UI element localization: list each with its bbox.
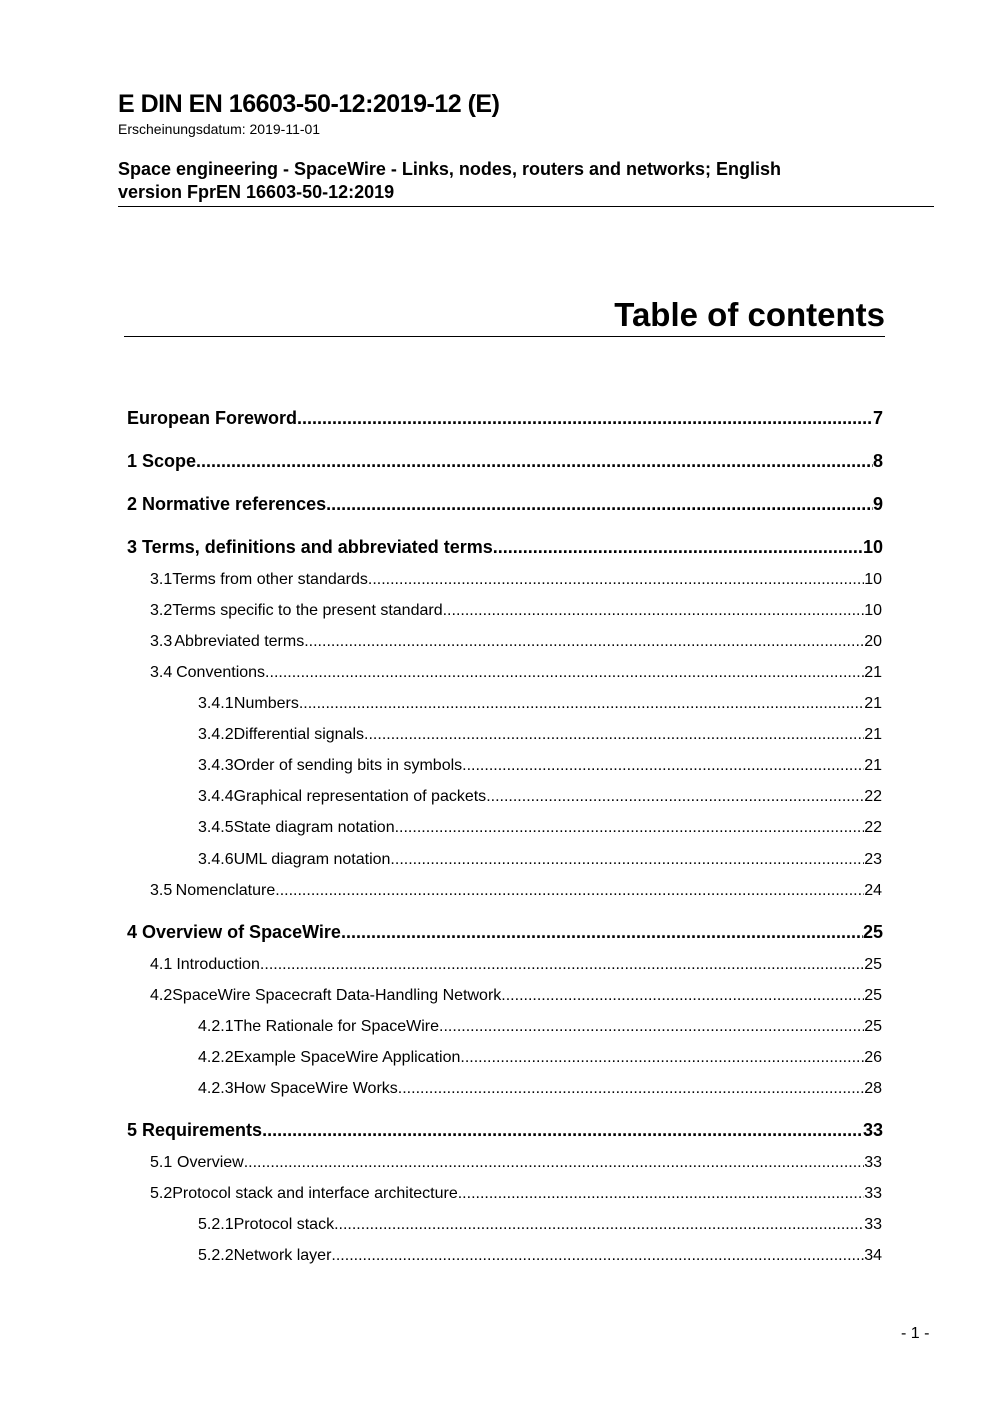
toc-entry-page: 28	[864, 1080, 882, 1097]
toc-entry-number: 4.2.3	[198, 1080, 234, 1097]
toc-entry[interactable]	[198, 1078, 882, 1100]
toc-entry-number: 3.4.5	[198, 819, 234, 836]
toc-entry-title: Terms from other standards	[172, 571, 368, 588]
toc-entry[interactable]	[198, 817, 882, 839]
toc-entry-page: 22	[864, 819, 882, 836]
toc-entry-title: Conventions	[176, 664, 266, 681]
toc-entry-number: 3.4.3	[198, 757, 234, 774]
publication-date: Erscheinungsdatum: 2019-11-01	[118, 121, 321, 137]
toc-entry-number: 4.2	[150, 987, 173, 1004]
toc-entry-number: 5.2.1	[198, 1216, 234, 1233]
toc-entry[interactable]	[127, 449, 883, 473]
toc-entry-title: Requirements	[142, 1120, 263, 1140]
toc-entry-number: 4.2.1	[198, 1018, 234, 1035]
toc-entry-title: Network layer	[233, 1247, 332, 1264]
toc-entry-title: Order of sending bits in symbols	[233, 757, 463, 774]
toc-entry-title: Protocol stack and interface architecture	[172, 1185, 458, 1202]
toc-entry-title: Introduction	[176, 956, 260, 973]
toc-entry-title: Nomenclature	[175, 882, 276, 899]
document-title-line-1: Space engineering - SpaceWire - Links, nodes, routers and networks; English	[118, 159, 781, 179]
toc-entry-number: 5.1	[150, 1154, 173, 1171]
page-number: - 1 -	[901, 1325, 930, 1342]
toc-entry[interactable]	[127, 1118, 883, 1142]
toc-entry[interactable]	[127, 406, 883, 430]
toc-heading: Table of contents	[124, 293, 885, 337]
toc-entry[interactable]	[150, 985, 882, 1007]
toc-entry[interactable]	[150, 880, 882, 902]
toc-entry-number: 3.4	[150, 664, 173, 681]
toc-entry-page: 25	[864, 956, 882, 973]
toc-entry-page: 33	[864, 1154, 882, 1171]
toc-entry-number: 5	[127, 1120, 138, 1140]
toc-entry[interactable]	[198, 693, 882, 715]
toc-entry-page: 34	[864, 1247, 882, 1264]
toc-entry[interactable]	[198, 1214, 882, 1236]
toc-entry-title: Numbers	[233, 695, 299, 712]
toc-entry-page: 10	[862, 537, 883, 557]
doc-id: E DIN EN 16603-50-12:2019-12 (E)	[118, 90, 500, 118]
toc-entry[interactable]	[150, 569, 882, 591]
toc-entry-page: 21	[864, 664, 882, 681]
toc-entry-number: 3.4.1	[198, 695, 234, 712]
document-title-line-2: version FprEN 16603-50-12:2019	[118, 182, 395, 202]
toc-entry-title: How SpaceWire Works	[233, 1080, 398, 1097]
toc-entry-page: 10	[864, 571, 882, 588]
toc-entry-title: SpaceWire Spacecraft Data-Handling Network	[172, 987, 502, 1004]
toc-entry[interactable]	[198, 755, 882, 777]
toc-entry-page: 10	[864, 602, 882, 619]
toc-entry[interactable]	[150, 1152, 882, 1174]
toc-entry-page: 33	[864, 1185, 882, 1202]
toc-entry[interactable]	[150, 662, 882, 684]
toc-entry-page: 7	[872, 408, 883, 428]
toc-entry-title: The Rationale for SpaceWire	[233, 1018, 440, 1035]
toc-entry-number: 3.5	[150, 882, 173, 899]
toc-entry-title: Overview of SpaceWire	[142, 922, 341, 942]
toc-entry-title: Differential signals	[233, 726, 365, 743]
toc-entry-title: Terms, definitions and abbreviated terms	[142, 537, 493, 557]
toc-entry-number: 4.2.2	[198, 1049, 234, 1066]
toc-entry[interactable]	[198, 1245, 882, 1267]
toc-entry[interactable]	[150, 600, 882, 622]
toc-entry[interactable]	[150, 631, 882, 653]
toc-entry-title: Normative references	[142, 494, 327, 514]
toc-entry-page: 26	[864, 1049, 882, 1066]
toc-entry[interactable]	[198, 786, 882, 808]
toc-entry-title: Example SpaceWire Application	[233, 1049, 461, 1066]
toc-entry-title: Overview	[177, 1154, 244, 1171]
toc-entry-page: 33	[864, 1216, 882, 1233]
toc-entry-number: 3.2	[150, 602, 173, 619]
toc-entry-title: Terms specific to the present standard	[172, 602, 443, 619]
toc-entry-title: Graphical representation of packets	[233, 788, 487, 805]
toc-entry-page: 24	[864, 882, 882, 899]
toc-entry-page: 25	[864, 1018, 882, 1035]
toc-entry[interactable]	[150, 954, 882, 976]
toc-entry-title: Abbreviated terms	[174, 633, 305, 650]
toc-entry-number: 3.4.6	[198, 851, 234, 868]
toc-entry[interactable]	[127, 492, 883, 516]
toc-entry-page: 22	[864, 788, 882, 805]
toc-entry-page: 21	[864, 757, 882, 774]
toc-entry-page: 8	[872, 451, 883, 471]
toc-entry[interactable]	[198, 724, 882, 746]
toc-entry-number: 4	[127, 922, 138, 942]
toc-entry-title: Scope	[142, 451, 197, 471]
toc-entry-title: State diagram notation	[233, 819, 395, 836]
toc-entry-number: 2	[127, 494, 138, 514]
toc-entry[interactable]	[198, 1016, 882, 1038]
toc-entry[interactable]	[127, 535, 883, 559]
toc-entry-page: 25	[864, 987, 882, 1004]
toc-entry-page: 23	[864, 851, 882, 868]
toc-entry-title: European Foreword	[127, 408, 298, 428]
toc-entry-title: UML diagram notation	[233, 851, 391, 868]
toc-entry-page: 25	[862, 922, 883, 942]
toc-entry-number: 3.4.4	[198, 788, 234, 805]
toc-entry-page: 33	[862, 1120, 883, 1140]
toc-entry-number: 1	[127, 451, 138, 471]
toc-entry[interactable]	[150, 1183, 882, 1205]
toc-entry-title: Protocol stack	[233, 1216, 335, 1233]
toc-entry-page: 9	[872, 494, 883, 514]
toc-entry-page: 20	[864, 633, 882, 650]
toc-entry-number: 3.1	[150, 571, 173, 588]
toc-entry-number: 5.2.2	[198, 1247, 234, 1264]
toc-entry[interactable]	[198, 1047, 882, 1069]
document-title	[118, 158, 934, 207]
toc-entry-number: 3.4.2	[198, 726, 234, 743]
toc-entry-page: 21	[864, 695, 882, 712]
toc-entry-number: 4.1	[150, 956, 173, 973]
toc-entry-number: 5.2	[150, 1185, 173, 1202]
toc-entry-page: 21	[864, 726, 882, 743]
toc-entry[interactable]	[127, 920, 883, 944]
toc-entry-number: 3	[127, 537, 138, 557]
toc-entry-number: 3.3	[150, 633, 173, 650]
toc-entry[interactable]	[198, 849, 882, 871]
